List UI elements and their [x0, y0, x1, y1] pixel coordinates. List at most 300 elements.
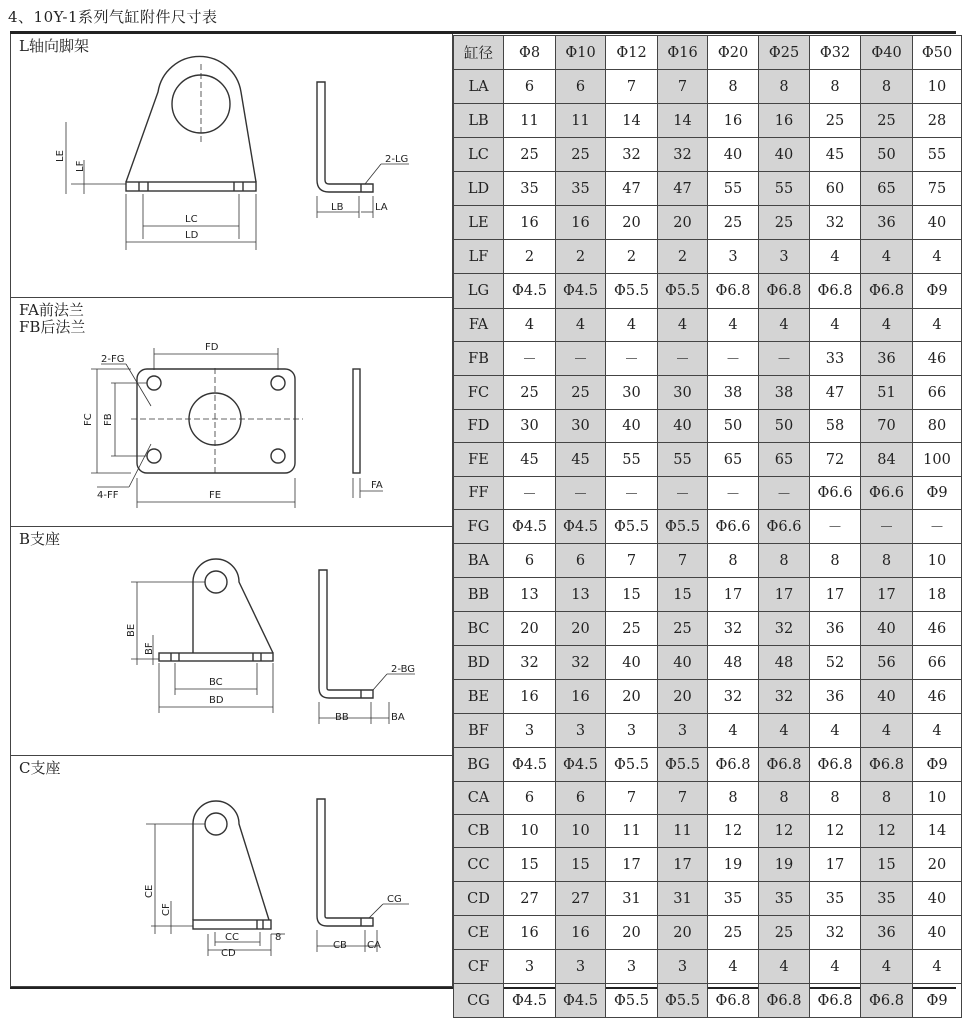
table-cell: 13	[556, 578, 606, 612]
table-row	[454, 984, 962, 1018]
dim-label-eight: 8	[275, 932, 282, 943]
table-cell: Φ5.5	[606, 984, 658, 1018]
table-cell: －	[759, 477, 810, 510]
table-cell: 40	[913, 206, 962, 240]
table-cell: 10	[504, 815, 556, 848]
table-row	[454, 544, 962, 578]
table-cell: 47	[606, 172, 658, 206]
table-cell: 11	[504, 104, 556, 138]
table-row	[454, 714, 962, 748]
table-cell: Φ5.5	[658, 510, 708, 544]
table-cell: 15	[504, 848, 556, 882]
table-cell: 4	[861, 714, 913, 748]
table-row	[454, 782, 962, 815]
table-cell: 20	[556, 612, 606, 646]
table-row	[454, 309, 962, 342]
table-cell: 4	[861, 950, 913, 984]
dim-label-fg: 2-FG	[101, 354, 125, 365]
table-cell: 32	[658, 138, 708, 172]
table-cell: 25	[556, 376, 606, 410]
table-cell: Φ6.8	[759, 984, 810, 1018]
table-cell: 25	[504, 138, 556, 172]
table-cell: 7	[658, 544, 708, 578]
dim-label-fe: FE	[209, 490, 222, 501]
table-cell: 3	[504, 950, 556, 984]
header-bore: Φ12	[606, 36, 658, 70]
table-row	[454, 882, 962, 916]
row-code: LB	[454, 104, 504, 138]
section-title: C支座	[19, 759, 61, 777]
table-cell: 14	[913, 815, 962, 848]
row-code: BC	[454, 612, 504, 646]
dim-label-bf: BF	[144, 642, 155, 655]
table-cell: 17	[708, 578, 759, 612]
table-cell: 3	[606, 950, 658, 984]
table-cell: 20	[658, 680, 708, 714]
table-cell: 25	[556, 138, 606, 172]
table-cell: Φ4.5	[556, 510, 606, 544]
dim-label-lf: LF	[75, 160, 86, 172]
header-bore: Φ16	[658, 36, 708, 70]
table-cell: 15	[658, 578, 708, 612]
table-cell: 4	[913, 950, 962, 984]
table-cell: 32	[759, 612, 810, 646]
table-cell: 20	[504, 612, 556, 646]
table-cell: 8	[759, 544, 810, 578]
table-cell: Φ6.8	[708, 984, 759, 1018]
table-row	[454, 70, 962, 104]
table-cell: 4	[810, 309, 861, 342]
table-row	[454, 342, 962, 376]
table-cell: 7	[658, 70, 708, 104]
table-cell: 6	[504, 70, 556, 104]
dim-label-cc: CC	[225, 932, 239, 943]
table-cell: 46	[913, 612, 962, 646]
table-cell: 4	[504, 309, 556, 342]
table-cell: 52	[810, 646, 861, 680]
table-cell: 32	[810, 916, 861, 950]
table-row	[454, 578, 962, 612]
table-row	[454, 104, 962, 138]
row-code: BE	[454, 680, 504, 714]
table-cell: 38	[759, 376, 810, 410]
table-cell: Φ6.8	[759, 748, 810, 782]
table-row	[454, 510, 962, 544]
table-cell: Φ4.5	[556, 748, 606, 782]
dim-label-fb: FB	[103, 413, 114, 426]
table-cell: 50	[708, 410, 759, 443]
table-cell: 27	[504, 882, 556, 916]
row-code: LA	[454, 70, 504, 104]
table-cell: 14	[658, 104, 708, 138]
table-row	[454, 950, 962, 984]
drawings-column	[10, 34, 453, 987]
table-cell: 32	[708, 680, 759, 714]
table-cell: 14	[606, 104, 658, 138]
row-code: CC	[454, 848, 504, 882]
dimension-table	[453, 35, 962, 1018]
table-cell: 47	[810, 376, 861, 410]
table-cell: 8	[810, 70, 861, 104]
table-cell: 8	[708, 782, 759, 815]
c-support-drawing	[11, 756, 454, 987]
table-row	[454, 612, 962, 646]
section-flange	[10, 298, 453, 527]
table-cell: 12	[810, 815, 861, 848]
table-cell: 4	[759, 309, 810, 342]
table-cell: Φ6.6	[708, 510, 759, 544]
row-code: LG	[454, 274, 504, 309]
row-code: CF	[454, 950, 504, 984]
table-cell: Φ4.5	[504, 274, 556, 309]
table-row	[454, 848, 962, 882]
table-cell: 16	[556, 680, 606, 714]
table-cell: 8	[708, 544, 759, 578]
table-cell: Φ6.8	[759, 274, 810, 309]
table-cell: 32	[504, 646, 556, 680]
table-cell: 12	[759, 815, 810, 848]
row-code: CD	[454, 882, 504, 916]
table-cell: 35	[861, 882, 913, 916]
dim-label-bg: 2-BG	[391, 664, 416, 675]
row-code: BA	[454, 544, 504, 578]
table-row	[454, 680, 962, 714]
dim-label-bb: BB	[335, 712, 349, 723]
table-cell: －	[658, 342, 708, 376]
table-cell: 46	[913, 342, 962, 376]
table-cell: 12	[708, 815, 759, 848]
table-row	[454, 240, 962, 274]
table-row	[454, 916, 962, 950]
table-row	[454, 815, 962, 848]
flange-drawing	[11, 298, 454, 527]
table-cell: －	[556, 477, 606, 510]
table-cell: 15	[606, 578, 658, 612]
table-cell: －	[556, 342, 606, 376]
dim-label-cd: CD	[221, 948, 236, 959]
table-cell: 65	[861, 172, 913, 206]
table-cell: 10	[556, 815, 606, 848]
table-row	[454, 206, 962, 240]
table-cell: 4	[708, 950, 759, 984]
table-cell: 40	[606, 410, 658, 443]
dim-label-fd: FD	[205, 342, 219, 353]
table-cell: 32	[759, 680, 810, 714]
table-cell: －	[708, 477, 759, 510]
header-bore: Φ8	[504, 36, 556, 70]
table-cell: 17	[861, 578, 913, 612]
table-cell: 65	[708, 443, 759, 477]
header-bore: Φ32	[810, 36, 861, 70]
dim-label-cb: CB	[333, 940, 347, 951]
table-cell: －	[606, 477, 658, 510]
row-code: LD	[454, 172, 504, 206]
row-code: BB	[454, 578, 504, 612]
table-cell: 3	[504, 714, 556, 748]
table-cell: 16	[504, 916, 556, 950]
table-cell: 45	[504, 443, 556, 477]
table-cell: 16	[504, 680, 556, 714]
table-cell: Φ5.5	[658, 748, 708, 782]
table-cell: 8	[861, 782, 913, 815]
table-cell: 36	[861, 206, 913, 240]
table-cell: 10	[913, 544, 962, 578]
table-cell: 2	[556, 240, 606, 274]
row-code: FG	[454, 510, 504, 544]
table-cell: 11	[658, 815, 708, 848]
dim-label-ca: CA	[367, 940, 381, 951]
table-cell: 20	[913, 848, 962, 882]
table-cell: 25	[606, 612, 658, 646]
table-cell: 20	[658, 206, 708, 240]
table-cell: 4	[861, 309, 913, 342]
table-cell: Φ4.5	[504, 984, 556, 1018]
dim-label-fa: FA	[371, 480, 383, 491]
table-cell: Φ4.5	[556, 984, 606, 1018]
row-code: CG	[454, 984, 504, 1018]
section-c-support	[10, 756, 453, 987]
table-cell: 25	[759, 206, 810, 240]
table-cell: 65	[759, 443, 810, 477]
table-cell: 25	[810, 104, 861, 138]
table-row	[454, 646, 962, 680]
table-row	[454, 376, 962, 410]
table-cell: 40	[913, 882, 962, 916]
table-cell: 2	[606, 240, 658, 274]
table-cell: Φ9	[913, 748, 962, 782]
table-cell: 16	[759, 104, 810, 138]
table-cell: 55	[913, 138, 962, 172]
header-bore: Φ50	[913, 36, 962, 70]
table-cell: 8	[861, 70, 913, 104]
table-cell: 40	[708, 138, 759, 172]
row-code: FF	[454, 477, 504, 510]
table-cell: 40	[658, 646, 708, 680]
table-cell: 4	[861, 240, 913, 274]
dim-label-fc: FC	[83, 413, 94, 426]
table-row	[454, 138, 962, 172]
table-cell: 32	[606, 138, 658, 172]
table-cell: 55	[606, 443, 658, 477]
table-cell: 3	[606, 714, 658, 748]
table-cell: 31	[658, 882, 708, 916]
table-cell: 32	[556, 646, 606, 680]
table-cell: Φ6.6	[861, 477, 913, 510]
table-cell: －	[913, 510, 962, 544]
table-cell: 3	[658, 950, 708, 984]
table-cell: Φ6.8	[810, 274, 861, 309]
table-cell: 17	[759, 578, 810, 612]
row-code: BG	[454, 748, 504, 782]
table-cell: Φ9	[913, 477, 962, 510]
table-cell: 25	[861, 104, 913, 138]
table-cell: 40	[658, 410, 708, 443]
table-cell: Φ5.5	[606, 510, 658, 544]
table-row	[454, 748, 962, 782]
table-cell: 36	[861, 342, 913, 376]
table-cell: 6	[556, 544, 606, 578]
table-cell: 35	[556, 172, 606, 206]
dim-label-ld: LD	[185, 230, 199, 241]
table-cell: －	[504, 477, 556, 510]
section-l-foot	[10, 34, 453, 298]
table-cell: 27	[556, 882, 606, 916]
table-cell: 4	[810, 950, 861, 984]
table-row	[454, 274, 962, 309]
table-cell: －	[658, 477, 708, 510]
dim-label-lc: LC	[185, 214, 198, 225]
table-cell: 40	[861, 612, 913, 646]
row-code: FE	[454, 443, 504, 477]
table-cell: 60	[810, 172, 861, 206]
table-cell: 36	[810, 680, 861, 714]
table-cell: 48	[759, 646, 810, 680]
row-code: CA	[454, 782, 504, 815]
table-cell: 4	[708, 714, 759, 748]
table-cell: 8	[861, 544, 913, 578]
table-cell: 11	[606, 815, 658, 848]
table-cell: －	[861, 510, 913, 544]
header-bore: Φ25	[759, 36, 810, 70]
table-cell: 16	[504, 206, 556, 240]
table-cell: 4	[913, 714, 962, 748]
table-cell: 12	[861, 815, 913, 848]
table-cell: Φ6.8	[861, 748, 913, 782]
table-cell: 55	[658, 443, 708, 477]
table-cell: 25	[504, 376, 556, 410]
table-cell: 40	[606, 646, 658, 680]
table-cell: 47	[658, 172, 708, 206]
dim-label-ce: CE	[144, 884, 155, 898]
table-cell: 30	[556, 410, 606, 443]
table-cell: 25	[658, 612, 708, 646]
table-cell: 16	[556, 206, 606, 240]
table-cell: 31	[606, 882, 658, 916]
table-cell: 56	[861, 646, 913, 680]
table-cell: 2	[504, 240, 556, 274]
row-code: LE	[454, 206, 504, 240]
dim-label-ba: BA	[391, 712, 405, 723]
table-cell: －	[810, 510, 861, 544]
table-cell: 6	[504, 782, 556, 815]
b-support-drawing	[11, 527, 454, 756]
table-cell: 72	[810, 443, 861, 477]
table-cell: Φ5.5	[606, 274, 658, 309]
table-cell: 17	[810, 848, 861, 882]
table-cell: Φ6.8	[708, 274, 759, 309]
table-cell: 28	[913, 104, 962, 138]
table-cell: －	[504, 342, 556, 376]
header-label: 缸径	[454, 36, 504, 70]
table-cell: Φ6.8	[708, 748, 759, 782]
table-cell: Φ5.5	[658, 984, 708, 1018]
table-cell: 19	[708, 848, 759, 882]
table-cell: 7	[658, 782, 708, 815]
table-cell: 40	[861, 680, 913, 714]
table-cell: 25	[759, 916, 810, 950]
dim-label-bc: BC	[209, 677, 223, 688]
table-cell: 4	[658, 309, 708, 342]
table-cell: Φ5.5	[606, 748, 658, 782]
table-cell: 100	[913, 443, 962, 477]
table-row	[454, 443, 962, 477]
table-cell: 10	[913, 782, 962, 815]
table-cell: Φ6.8	[810, 984, 861, 1018]
table-cell: 45	[810, 138, 861, 172]
row-code: FB	[454, 342, 504, 376]
table-cell: 51	[861, 376, 913, 410]
table-cell: 30	[606, 376, 658, 410]
table-cell: 3	[708, 240, 759, 274]
table-cell: 15	[556, 848, 606, 882]
table-cell: 7	[606, 782, 658, 815]
table-cell: Φ5.5	[658, 274, 708, 309]
table-cell: 4	[759, 950, 810, 984]
dim-label-cg: CG	[387, 894, 402, 905]
header-bore: Φ20	[708, 36, 759, 70]
table-cell: Φ4.5	[504, 748, 556, 782]
table-cell: 3	[658, 714, 708, 748]
table-cell: 70	[861, 410, 913, 443]
table-cell: 30	[504, 410, 556, 443]
table-header-row	[454, 36, 962, 70]
table-cell: 3	[556, 714, 606, 748]
table-cell: 3	[556, 950, 606, 984]
table-cell: 13	[504, 578, 556, 612]
table-cell: Φ9	[913, 274, 962, 309]
table-cell: Φ6.6	[759, 510, 810, 544]
table-cell: 17	[810, 578, 861, 612]
table-cell: Φ6.6	[810, 477, 861, 510]
table-cell: 17	[606, 848, 658, 882]
table-cell: 25	[708, 206, 759, 240]
dim-label-le: LE	[55, 150, 66, 162]
header-bore: Φ40	[861, 36, 913, 70]
table-cell: 20	[658, 916, 708, 950]
dim-label-cf: CF	[161, 903, 172, 916]
table-cell: 20	[606, 206, 658, 240]
table-cell: 6	[556, 782, 606, 815]
table-cell: 35	[504, 172, 556, 206]
dim-label-la: LA	[375, 202, 388, 213]
table-cell: 16	[708, 104, 759, 138]
table-cell: 15	[861, 848, 913, 882]
section-b-support	[10, 527, 453, 756]
section-title: FA前法兰 FB后法兰	[19, 301, 86, 336]
table-cell: 48	[708, 646, 759, 680]
table-cell: 38	[708, 376, 759, 410]
row-code: LC	[454, 138, 504, 172]
dim-label-lg: 2-LG	[385, 154, 409, 165]
table-cell: 2	[658, 240, 708, 274]
table-cell: 58	[810, 410, 861, 443]
table-cell: 7	[606, 544, 658, 578]
row-code: FC	[454, 376, 504, 410]
row-code: BF	[454, 714, 504, 748]
row-code: FD	[454, 410, 504, 443]
table-cell: 4	[708, 309, 759, 342]
table-cell: 35	[708, 882, 759, 916]
table-cell: 20	[606, 680, 658, 714]
table-cell: 33	[810, 342, 861, 376]
table-cell: 18	[913, 578, 962, 612]
section-title: B支座	[19, 530, 61, 548]
table-cell: Φ9	[913, 984, 962, 1018]
table-cell: 40	[913, 916, 962, 950]
table-cell: 4	[913, 309, 962, 342]
table-cell: －	[606, 342, 658, 376]
table-cell: 19	[759, 848, 810, 882]
